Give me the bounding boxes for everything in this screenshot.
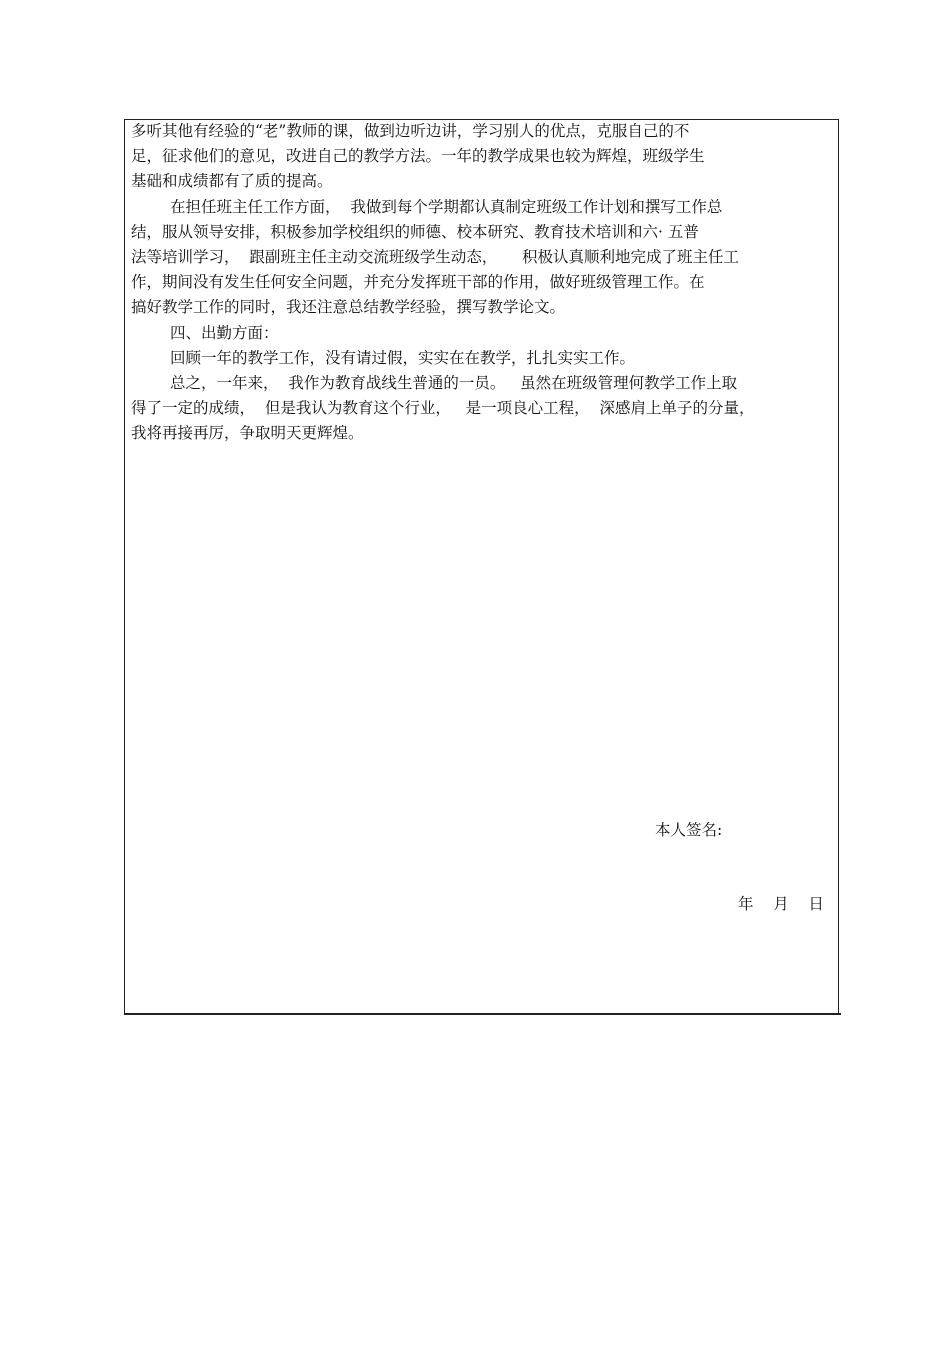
text-line-1: 多听其他有经验的“老”教师的课，做到边听边讲，学习别人的优点，克服自己的不	[131, 122, 690, 140]
frame-bottom-border	[124, 1013, 841, 1015]
signature-label: 本人签名:	[655, 821, 723, 839]
text-line-6: 法等培训学习， 跟副班主任主动交流班级学生动态， 积极认真顺利地完成了班主任工	[131, 247, 739, 266]
text-line-13: 我将再接再厉，争取明天更辉煌。	[131, 424, 364, 443]
text-line-3: 基础和成绩都有了质的提高。	[131, 172, 333, 191]
text-line-10: 回顾一年的教学工作，没有请过假，实实在在教学，扎扎实实工作。	[170, 348, 636, 367]
date-label: 年 月 日	[738, 895, 824, 913]
text-line-5: 结，服从领导安排，积极参加学校组织的师德、校本研究、教育技术培训和六· 五普	[131, 222, 699, 241]
text-line-11: 总之，一年来， 我作为教育战线生普通的一员。 虽然在班级管理何教学工作上取	[170, 373, 738, 392]
text-line-8: 搞好教学工作的同时，我还注意总结教学经验，撰写教学论文。	[131, 298, 566, 317]
section-heading-attendance: 四、出勤方面：	[170, 323, 279, 342]
text-line-2: 足，征求他们的意见，改进自己的教学方法。一年的教学成果也较为辉煌，班级学生	[131, 147, 705, 166]
text-line-7: 作，期间没有发生任何安全问题，并充分发挥班干部的作用，做好班级管理工作。在	[131, 273, 705, 292]
text-line-4: 在担任班主任工作方面， 我做到每个学期都认真制定班级工作计划和撰写工作总	[170, 197, 723, 216]
text-line-12: 得了一定的成绩， 但是我认为教育这个行业， 是一项良心工程， 深感肩上单子的分量，	[131, 399, 755, 418]
summary-body	[131, 119, 831, 446]
